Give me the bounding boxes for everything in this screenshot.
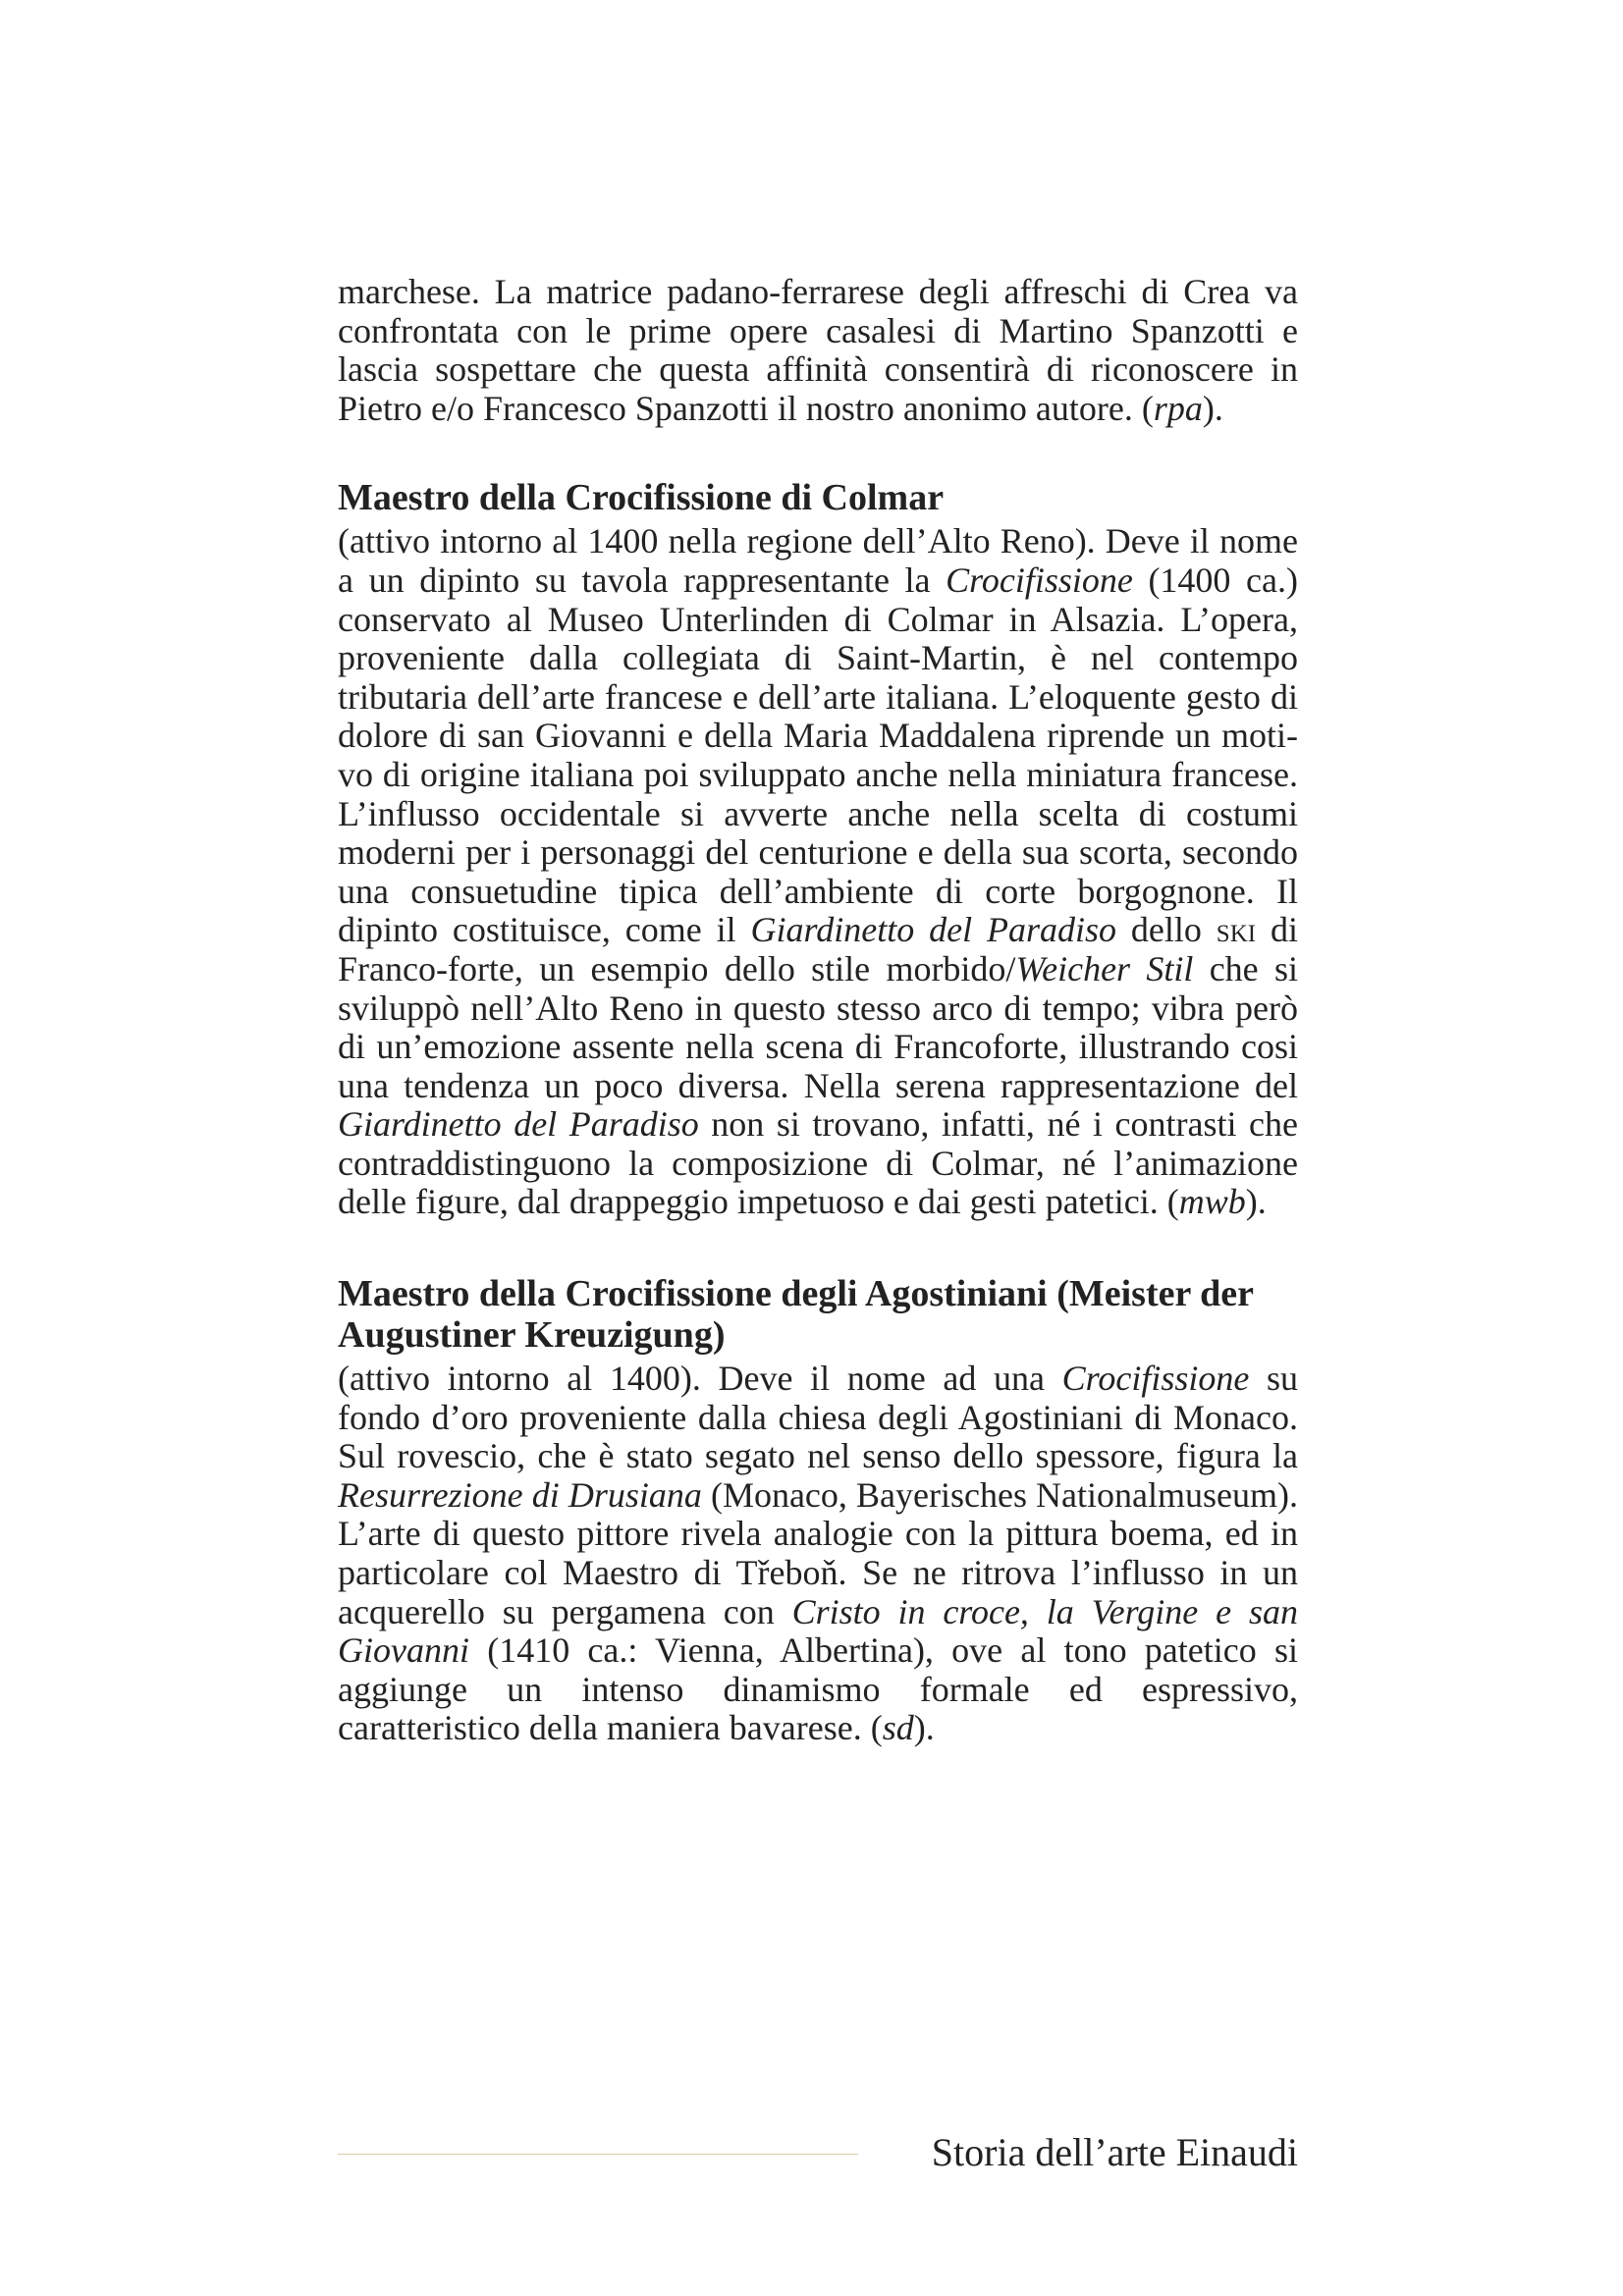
footer-title: Storia dell’arte Einaudi xyxy=(931,2130,1298,2174)
entry-body-colmar: (attivo intorno al 1400 nella regione dell’Alto Reno). Deve il nome a un dipinto su tavola rappresentante la Crocifissione (1400 ca.) conservato al Museo Unterlinden di Colmar in Alsazia. L’opera, proveniente dalla collegiata di Saint-Martin, è nel contempo tributaria dell’arte francese e dell’arte italiana. L’eloquente gesto di dolore di san Giovanni e della Maria Maddalena riprende un motivo di origine italiana poi sviluppato anche nella miniatura francese. L’influsso occidentale si avverte anche nella scelta di costumi moderni per i personaggi del centurione e della sua scorta, secondo una consuetudine tipica dell’ambiente di corte borgognone. Il dipinto costituisce, come il Giardinetto del Paradiso dello ski di Franco-forte, un esempio dello stile morbido/Weicher Stil che si sviluppò nell’Alto Reno in questo stesso arco di tempo; vibra però di un’emozione assente nella scena di Francoforte, illustrando cosi una tendenza un poco diversa. Nella serena rappresentazione del Giardinetto del Paradiso non si trovano, infatti, né i contrasti che contraddistinguono la composizione di Colmar, né l’animazione delle figure, dal drappeggio impetuoso e dai gesti patetici. (mwb). xyxy=(338,521,1298,1222)
page-body xyxy=(338,273,1298,1748)
entry-body-agostiniani: (attivo intorno al 1400). Deve il nome ad una Crocifissione su fondo d’oro proveniente dalla chiesa degli Agostiniani di Monaco. Sul rovescio, che è stato segato nel senso dello spessore, figura la Resurrezione di Drusiana (Monaco, Bayerisches Nationalmuseum). L’arte di questo pittore rivela analogie con la pittura boema, ed in particolare col Maestro di Třeboň. Se ne ritrova l’influsso in un acquerello su pergamena con Cristo in croce, la Vergine e san Giovanni (1410 ca.: Vienna, Albertina), ove al tono patetico si aggiunge un intenso dinamismo formale ed espressivo, caratteristico della maniera bavarese. (sd). xyxy=(338,1359,1298,1748)
entry-heading-colmar: Maestro della Crocifissione di Colmar xyxy=(338,477,945,519)
footer-rule xyxy=(338,2154,858,2155)
entry-heading-agostiniani: Maestro della Crocifissione degli Agostiniani (Meister der Augustiner Kreuzigung) xyxy=(338,1273,1254,1357)
page-footer xyxy=(338,2128,1298,2177)
paragraph-continuation: marchese. La matrice padano-ferrarese degli affreschi di Crea va confrontata con le prime opere casalesi di Martino Spanzotti e lascia sospettare che questa affinità consentirà di riconoscere in Pietro e/o Francesco Spanzotti il nostro anonimo autore. (rpa). xyxy=(338,272,1298,428)
